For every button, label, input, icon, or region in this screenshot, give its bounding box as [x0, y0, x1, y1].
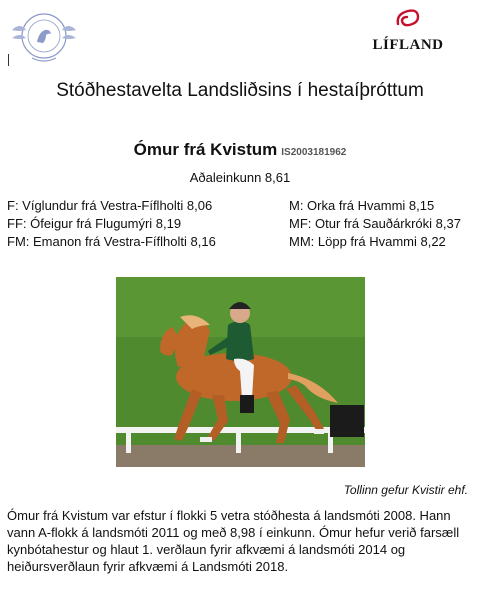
page-title: Stóðhestavelta Landsliðsins í hestaíþróttum	[56, 80, 424, 101]
association-seal-logo	[6, 6, 82, 66]
lifland-wordmark: LÍFLAND	[372, 37, 444, 53]
photo-caption: Tollinn gefur Kvistir ehf.	[343, 483, 468, 497]
lifland-logo	[366, 8, 450, 52]
pedigree-sire-sire: FF: Ófeigur frá Flugumýri 8,19	[7, 216, 182, 231]
pedigree-sire-dam: FM: Emanon frá Vestra-Fíflholti 8,16	[7, 234, 216, 249]
registration-number: IS2003181962	[281, 147, 347, 158]
overall-score: Aðaleinkunn 8,61	[189, 170, 291, 185]
pedigree-sire: F: Víglundur frá Vestra-Fíflholti 8,06	[7, 198, 213, 213]
pedigree-dam-dam: MM: Löpp frá Hvammi 8,22	[289, 234, 446, 249]
pedigree-dam-side	[289, 197, 461, 251]
pedigree-sire-side	[7, 197, 216, 251]
horse-rider-photo	[116, 277, 365, 467]
association-seal-icon	[6, 6, 82, 66]
horse-heading	[0, 140, 480, 160]
lifland-swirl-icon	[390, 8, 426, 30]
pedigree-dam-sire: MF: Otur frá Sauðárkróki 8,37	[289, 216, 461, 231]
pedigree-dam: M: Orka frá Hvammi 8,15	[289, 198, 435, 213]
text-cursor	[8, 54, 9, 66]
horse-name: Ómur frá Kvistum	[133, 140, 278, 159]
horse-photo	[116, 277, 365, 467]
description-paragraph: Ómur frá Kvistum var efstur í flokki 5 vetra stóðhesta á landsmóti 2008. Hann vann A-flokk á landsmóti 2011 og með 8,98 í einkunn. Ómur hefur verið farsæll kynbótahestur og hlaut 1. verðlaun fyrir afkvæmi á landsmóti 2014 og heiðursverðlaun fyrir afkvæmi á Landsmóti 2018.	[7, 508, 460, 574]
